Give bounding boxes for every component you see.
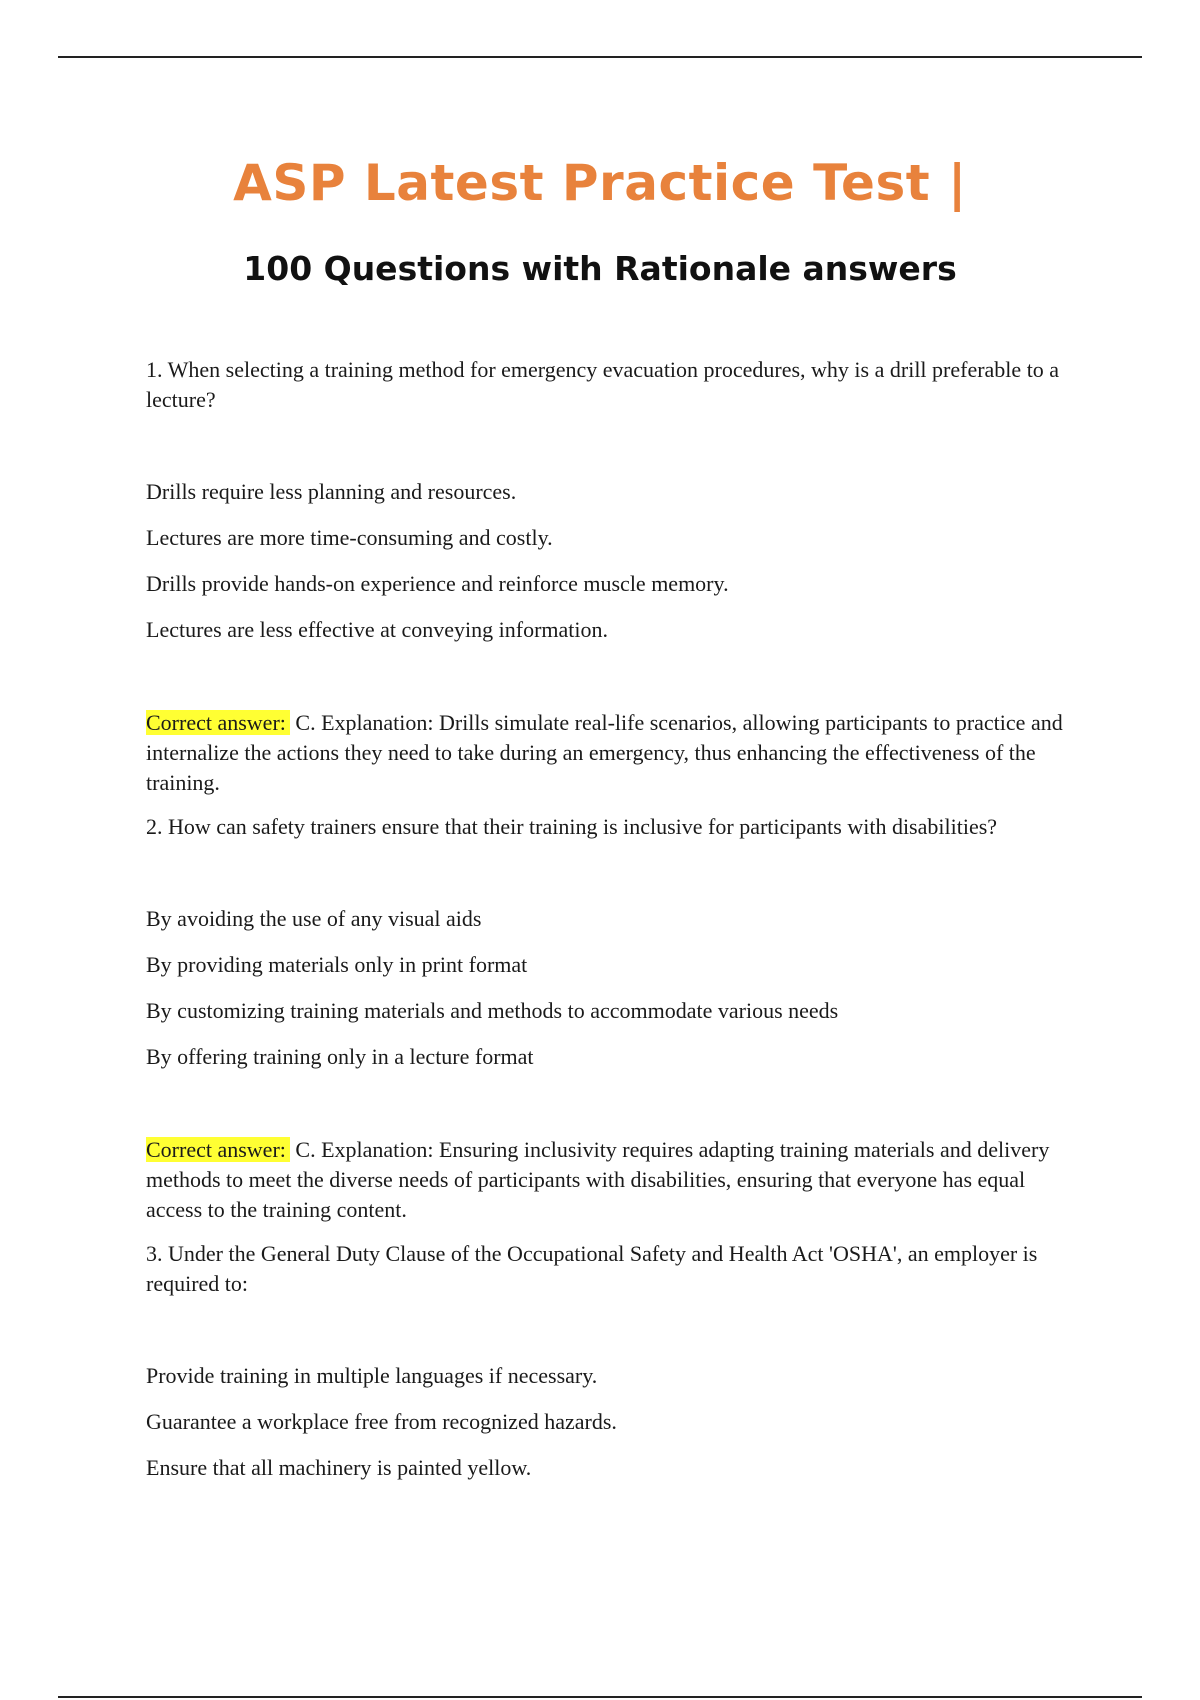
option-list [146,477,1066,645]
option-list [146,1361,1066,1483]
option: Provide training in multiple languages if necessary. [146,1363,598,1388]
question-2 [146,812,1066,1225]
question-list [146,355,1066,1483]
option: Guarantee a workplace free from recognized hazards. [146,1409,617,1434]
document-title: ASP Latest Practice Test | [233,154,967,212]
answer-explanation [146,1135,1066,1225]
correct-answer-label: Correct answer: [146,710,290,735]
option: Lectures are more time-consuming and costly. [146,525,553,550]
question-3 [146,1239,1066,1483]
option: By offering training only in a lecture format [146,1044,534,1069]
option: By customizing training materials and methods to accommodate various needs [146,998,839,1023]
option: By providing materials only in print format [146,952,528,977]
document-subtitle: 100 Questions with Rationale answers [243,249,957,288]
correct-answer-label: Correct answer: [146,1137,290,1162]
option: Lectures are less effective at conveying information. [146,617,609,642]
option-list [146,904,1066,1072]
option: By avoiding the use of any visual aids [146,906,482,931]
option: Drills require less planning and resources. [146,479,517,504]
question-text: 3. Under the General Duty Clause of the Occupational Safety and Health Act 'OSHA', an employer is required to: [146,1241,1038,1296]
question-text: 1. When selecting a training method for emergency evacuation procedures, why is a drill preferable to a lecture? [146,357,1060,412]
top-rule [58,56,1142,58]
answer-text: C. Explanation: Ensuring inclusivity requires adapting training materials and delivery methods to meet the diverse needs of participants with disabilities, ensuring that everyone has equal access to the training content. [146,1137,1050,1222]
answer-text: C. Explanation: Drills simulate real-life scenarios, allowing participants to practice and internalize the actions they need to take during an emergency, thus enhancing the effectiveness of the training. [146,710,1063,795]
answer-explanation [146,708,1066,798]
question-1 [146,355,1066,798]
option: Ensure that all machinery is painted yellow. [146,1455,532,1480]
option: Drills provide hands-on experience and reinforce muscle memory. [146,571,729,596]
bottom-rule [58,1696,1142,1698]
question-text: 2. How can safety trainers ensure that their training is inclusive for participants with disabilities? [146,814,998,839]
